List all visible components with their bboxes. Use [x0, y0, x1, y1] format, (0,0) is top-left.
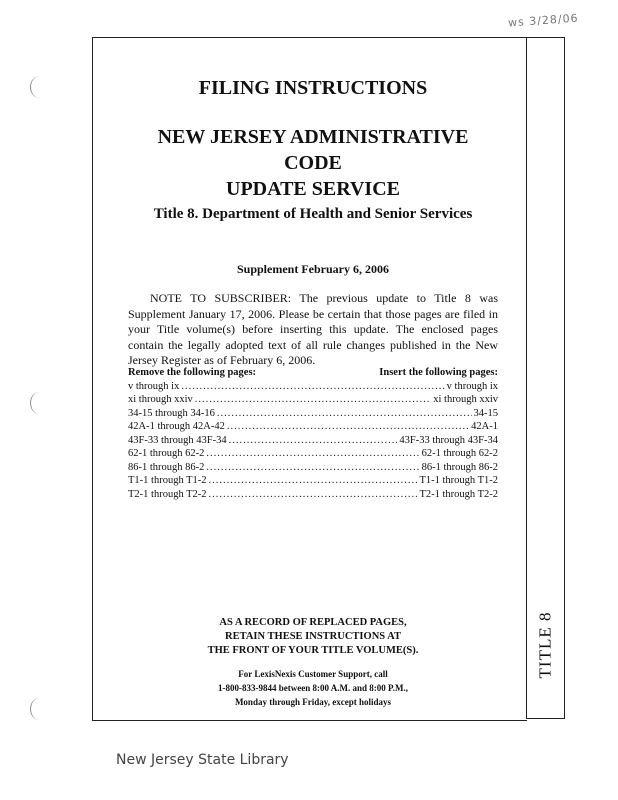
handwritten-annotation: ws 3/28/06 — [507, 11, 580, 30]
subtitle-line-2: UPDATE SERVICE — [226, 178, 400, 200]
remove-cell: 42A-1 through 42A-42 — [128, 421, 225, 432]
table-row — [128, 407, 498, 421]
table-row — [128, 488, 498, 502]
record-line-2: RETAIN THESE INSTRUCTIONS AT — [225, 631, 401, 642]
subtitle — [128, 124, 498, 202]
remove-header: Remove the following pages: — [128, 367, 257, 378]
remove-cell: T2-1 through T2-2 — [128, 488, 207, 500]
insert-cell: v through ix — [446, 380, 498, 392]
table-row — [128, 380, 498, 394]
remove-cell: 86-1 through 86-2 — [128, 461, 205, 473]
dot-leader — [229, 434, 398, 448]
pages-table — [128, 366, 498, 501]
supplement-date: Supplement February 6, 2006 — [236, 262, 389, 276]
table-row — [128, 393, 498, 407]
remove-cell: v through ix — [128, 380, 180, 392]
insert-cell: T2-1 through T2-2 — [419, 488, 498, 500]
dot-leader — [209, 488, 418, 502]
record-notice — [128, 616, 498, 658]
remove-cell: T1-1 through T1-2 — [128, 475, 207, 486]
dot-leader — [217, 407, 472, 421]
remove-cell: 43F-33 through 43F-34 — [128, 434, 227, 446]
insert-cell: xi through xxiv — [433, 394, 498, 405]
insert-cell: T1-1 through T1-2 — [419, 475, 498, 486]
table-row — [128, 474, 498, 488]
remove-cell: 34-15 through 34-16 — [128, 407, 215, 419]
support-line-3: Monday through Friday, except holidays — [234, 697, 392, 707]
dot-leader — [195, 393, 432, 407]
insert-header: Insert the following pages: — [379, 367, 498, 378]
page-title: FILING INSTRUCTIONS — [198, 77, 428, 99]
customer-support — [128, 667, 498, 709]
table-row — [128, 461, 498, 475]
insert-cell: 43F-33 through 43F-34 — [399, 434, 498, 446]
table-row — [128, 447, 498, 461]
support-line-1: For LexisNexis Customer Support, call — [238, 669, 388, 679]
table-header — [128, 366, 498, 380]
dot-leader — [227, 420, 469, 434]
remove-cell: xi through xxiv — [128, 394, 193, 405]
subscriber-note: NOTE TO SUBSCRIBER: The previous update to Title 8 was Supplement January 17, 2006. Please be certain that those pages are filed in your Title volume(s) before inserting this update. The enclosed pages contain the legally adopted text of all rule changes published in the New Jersey Register as of February 6, 2006. — [128, 291, 498, 367]
record-line-1: AS A RECORD OF REPLACED PAGES, — [219, 617, 407, 628]
dot-leader — [181, 380, 444, 394]
punch-hole-middle — [30, 392, 49, 414]
dot-leader — [209, 474, 418, 488]
insert-cell: 62-1 through 62-2 — [421, 448, 498, 459]
table-row — [128, 420, 498, 434]
department-heading: Title 8. Department of Health and Senior Services — [153, 206, 473, 222]
table-row — [128, 434, 498, 448]
remove-cell: 62-1 through 62-2 — [128, 448, 205, 459]
punch-hole-bottom — [30, 698, 49, 720]
dot-leader — [206, 461, 419, 475]
insert-cell: 42A-1 — [471, 421, 498, 432]
insert-cell: 34-15 — [473, 407, 498, 419]
support-line-2: 1-800-833-9844 between 8:00 A.M. and 8:00 P.M., — [218, 683, 408, 693]
subtitle-line-1: NEW JERSEY ADMINISTRATIVE CODE — [157, 126, 469, 174]
punch-hole-top — [30, 76, 49, 98]
insert-cell: 86-1 through 86-2 — [421, 461, 498, 473]
dot-leader — [206, 447, 419, 461]
tab-label — [529, 600, 561, 690]
tab-label-text: TITLE 8 — [535, 611, 555, 679]
record-line-3: THE FRONT OF YOUR TITLE VOLUME(S). — [207, 645, 419, 656]
library-stamp: New Jersey State Library — [116, 752, 289, 768]
